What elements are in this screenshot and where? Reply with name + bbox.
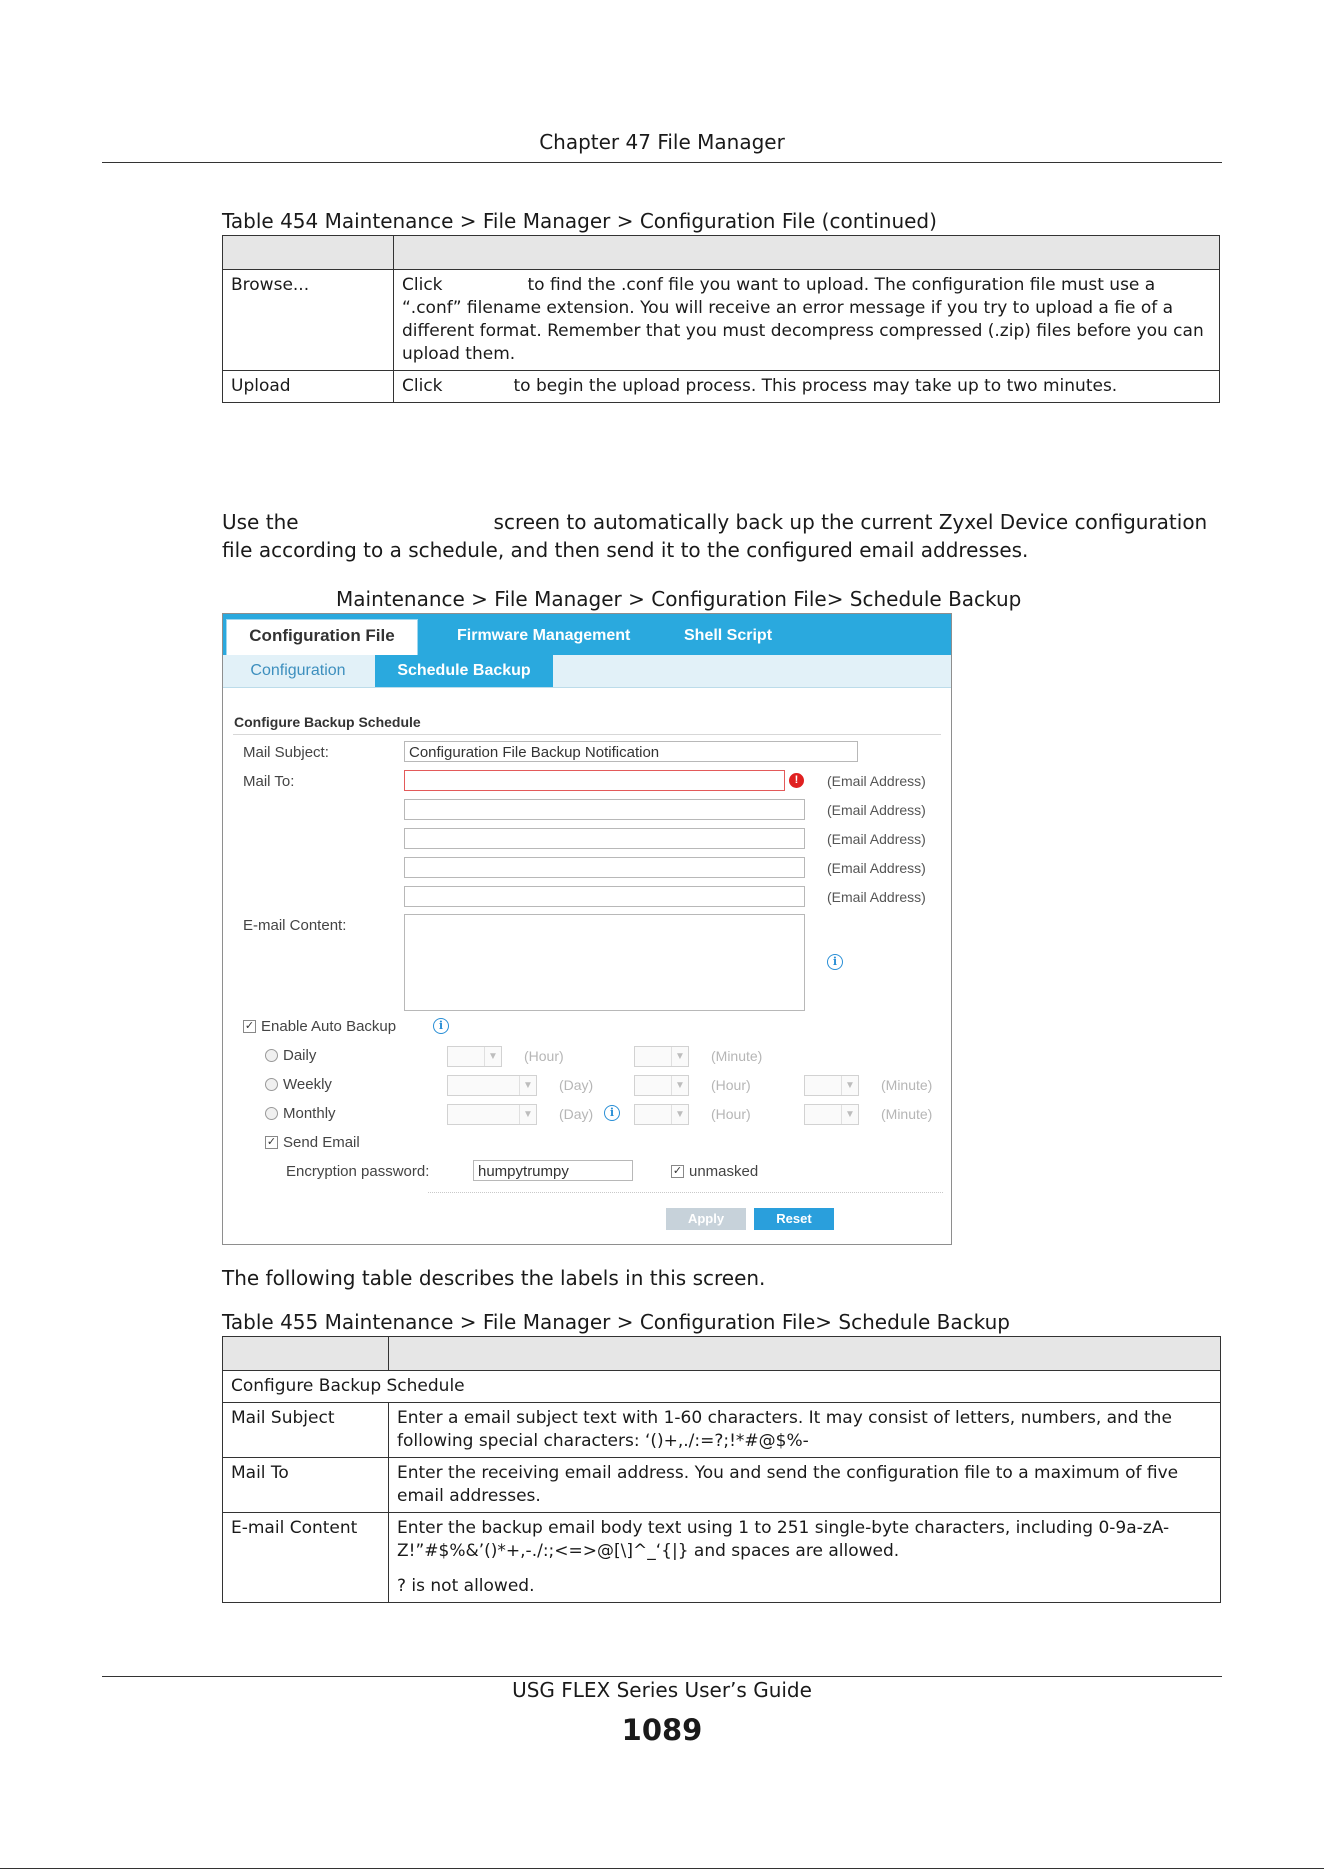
subtab-schedule-backup[interactable]: Schedule Backup (375, 655, 553, 687)
mail-to-input-2[interactable] (404, 799, 805, 820)
row-label: Browse... (223, 270, 394, 371)
mail-to-input-5[interactable] (404, 886, 805, 907)
day-hint: (Day) (559, 1077, 594, 1093)
row-description: Enter the receiving email address. You and send the configuration file to a maximum of five email addresses. (389, 1458, 1221, 1513)
email-hint: (Email Address) (827, 831, 926, 847)
monthly-hour-select[interactable]: ▼ (634, 1104, 689, 1125)
main-tab-bar (223, 614, 951, 655)
row-label: Mail Subject (223, 1403, 389, 1458)
mail-subject-input[interactable]: Configuration File Backup Notification (404, 741, 858, 762)
table-row (223, 1403, 1221, 1458)
enable-auto-backup-label: Enable Auto Backup (261, 1018, 397, 1035)
table-455 (222, 1336, 1221, 1603)
info-icon[interactable]: i (827, 954, 843, 970)
minute-hint: (Minute) (881, 1077, 933, 1093)
daily-radio[interactable] (265, 1049, 278, 1062)
weekly-label: Weekly (283, 1076, 332, 1093)
email-hint: (Email Address) (827, 889, 926, 905)
email-content-textarea[interactable] (404, 914, 805, 1011)
mail-subject-label: Mail Subject: (243, 744, 329, 761)
mail-to-input-1[interactable] (404, 770, 785, 791)
section-title: Configure Backup Schedule (234, 714, 421, 730)
info-icon[interactable]: i (433, 1018, 449, 1034)
weekly-minute-select[interactable]: ▼ (804, 1075, 859, 1096)
mail-to-input-4[interactable] (404, 857, 805, 878)
divider (428, 1192, 943, 1193)
hour-hint: (Hour) (711, 1106, 751, 1122)
monthly-label: Monthly (283, 1105, 336, 1122)
header-rule (102, 162, 1222, 163)
tab-shell-script[interactable]: Shell Script (684, 627, 773, 644)
bottom-rule (0, 1868, 1324, 1869)
weekly-radio[interactable] (265, 1078, 278, 1091)
table-row (223, 1513, 1221, 1603)
encryption-password-label: Encryption password: (286, 1163, 430, 1180)
row-description: Click to begin the upload process. This process may take up to two minutes. (394, 371, 1220, 403)
minute-hint: (Minute) (711, 1048, 763, 1064)
tab-firmware-management[interactable]: Firmware Management (457, 627, 631, 644)
email-hint: (Email Address) (827, 773, 926, 789)
chapter-header: Chapter 47 File Manager (539, 130, 785, 154)
row-description: Enter the backup email body text using 1 to 251 single-byte characters, including 0-9a-zA-Z!”#$%&’()*+,-./:;<=>@[\]^_‘{|} and spaces are allowed. ? is not allowed. (389, 1513, 1221, 1603)
intro-paragraph: Use the screen to automatically back up the current Zyxel Device configuration file according to a schedule, and then send it to the configured email addresses. (222, 510, 1208, 562)
email-hint: (Email Address) (827, 860, 926, 876)
hour-hint: (Hour) (711, 1077, 751, 1093)
table-454 (222, 235, 1220, 403)
row-label: Upload (223, 371, 394, 403)
page-number: 1089 (621, 1713, 703, 1747)
table-row (223, 270, 1220, 371)
mail-to-input-3[interactable] (404, 828, 805, 849)
monthly-radio[interactable] (265, 1107, 278, 1120)
send-email-checkbox[interactable]: ✓ (266, 1136, 277, 1148)
error-icon: ! (789, 773, 804, 788)
monthly-day-select[interactable]: ▼ (447, 1104, 537, 1125)
weekly-day-select[interactable]: ▼ (447, 1075, 537, 1096)
mail-to-label: Mail To: (243, 773, 295, 790)
row-description: Click to find the .conf file you want to upload. The configuration file must use a “.conf” filename extension. You will receive an error message if you try to upload a fie of a different format. Remember that you must decompress compressed (.zip) files before you can upload them. (394, 270, 1220, 371)
tab-configuration-file[interactable]: Configuration File (226, 619, 418, 661)
row-description: Enter a email subject text with 1-60 characters. It may consist of letters, numbers, and the following special characters: ‘()+,./:=?;!*#@$%- (389, 1403, 1221, 1458)
daily-label: Daily (283, 1047, 317, 1064)
email-content-label: E-mail Content: (243, 917, 347, 934)
minute-hint: (Minute) (881, 1106, 933, 1122)
table-row (223, 371, 1220, 403)
table-455-caption: Table 455 Maintenance > File Manager > Configuration File> Schedule Backup (222, 1310, 1010, 1334)
table-row (223, 1458, 1221, 1513)
weekly-hour-select[interactable]: ▼ (634, 1075, 689, 1096)
send-email-label: Send Email (283, 1134, 360, 1151)
row-label: Mail To (223, 1458, 389, 1513)
schedule-backup-screenshot (222, 613, 952, 1245)
day-hint: (Day) (559, 1106, 594, 1122)
encryption-password-input[interactable]: humpytrumpy (473, 1160, 633, 1181)
subtab-configuration[interactable]: Configuration (250, 662, 346, 679)
footer-rule (102, 1676, 1222, 1677)
daily-minute-select[interactable]: ▼ (634, 1046, 689, 1067)
apply-button[interactable]: Apply (666, 1208, 746, 1230)
info-icon[interactable]: i (604, 1105, 620, 1121)
figure-caption: Maintenance > File Manager > Configuration File> Schedule Backup (336, 587, 1022, 611)
row-label: E-mail Content (223, 1513, 389, 1603)
section-label: Configure Backup Schedule (223, 1371, 1221, 1403)
table-header-row (223, 236, 1220, 270)
table-header-row (223, 1337, 1221, 1371)
table-intro: The following table describes the labels in this screen. (222, 1266, 766, 1290)
hour-hint: (Hour) (524, 1048, 564, 1064)
email-hint: (Email Address) (827, 802, 926, 818)
unmasked-checkbox[interactable]: ✓ (672, 1165, 683, 1177)
section-rule (233, 734, 941, 735)
unmasked-label: unmasked (689, 1163, 759, 1180)
table-section-row (223, 1371, 1221, 1403)
sub-tab-bar (223, 655, 951, 688)
reset-button[interactable]: Reset (754, 1208, 834, 1230)
daily-hour-select[interactable]: ▼ (447, 1046, 502, 1067)
monthly-minute-select[interactable]: ▼ (804, 1104, 859, 1125)
table-454-caption: Table 454 Maintenance > File Manager > Configuration File (continued) (222, 209, 937, 233)
enable-auto-backup-checkbox[interactable]: ✓ (244, 1020, 255, 1032)
guide-title: USG FLEX Series User’s Guide (512, 1678, 812, 1702)
